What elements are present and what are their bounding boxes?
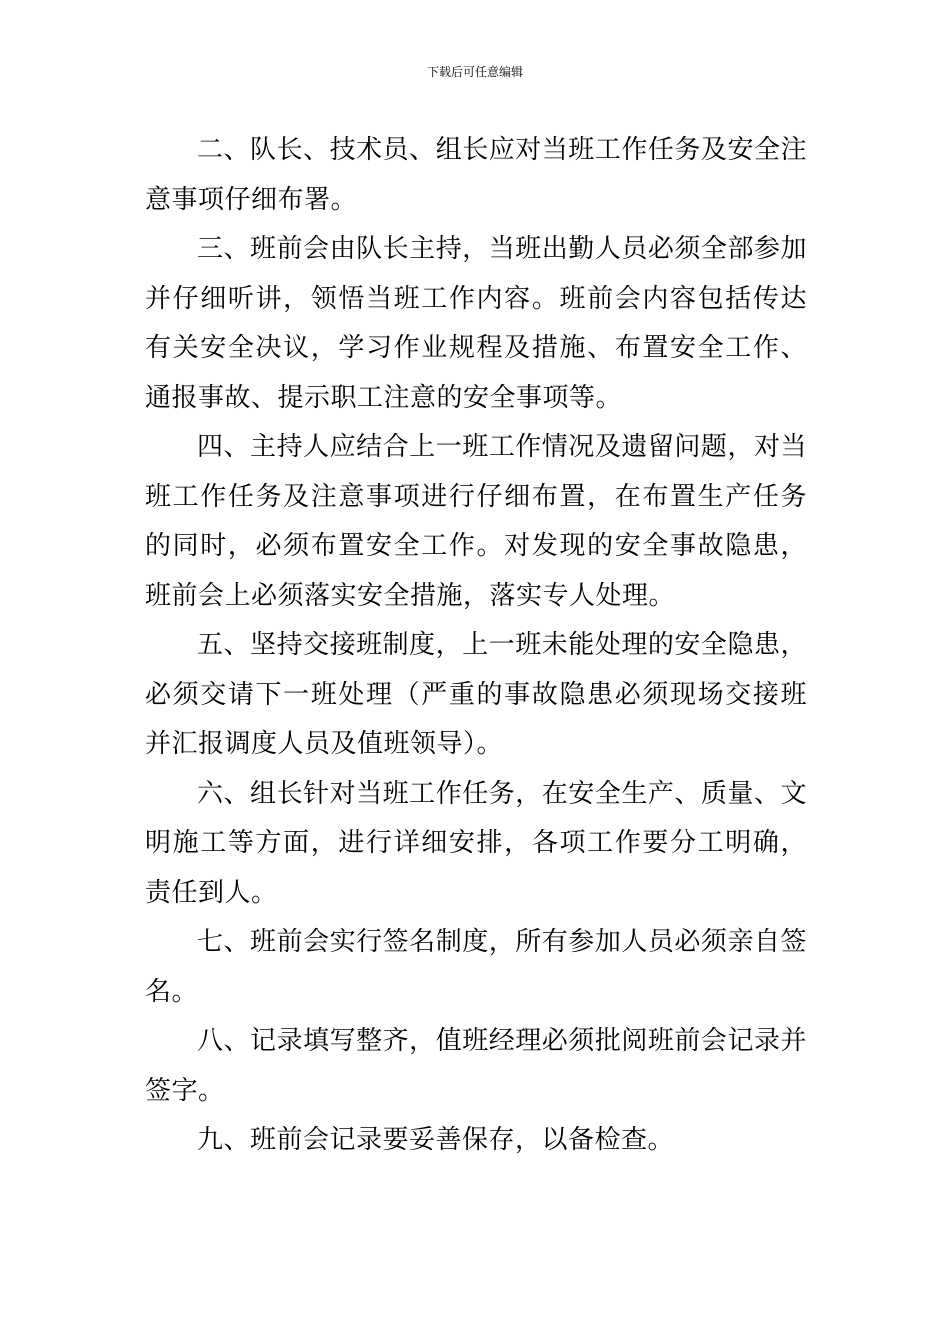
paragraph-9: 九、班前会记录要妥善保存，以备检查。 — [197, 1125, 675, 1155]
page-header: 下载后可任意编辑 — [426, 65, 523, 79]
paragraph-8: 八、记录填写整齐，值班经理必须批阅班前会记录并签字。 — [145, 1026, 807, 1106]
document-body — [145, 126, 807, 1166]
paragraph-6: 六、组长针对当班工作任务，在安全生产、质量、文明施工等方面，进行详细安排，各项工作要分工明确，责任到人。 — [145, 778, 807, 908]
paragraph-4: 四、主持人应结合上一班工作情况及遗留问题，对当班工作任务及注意事项进行仔细布置，在布置生产任务的同时，必须布置安全工作。对发现的安全事故隐患，班前会上必须落实安全措施，落实专人处理。 — [145, 432, 807, 611]
paragraph-7: 七、班前会实行签名制度，所有参加人员必须亲自签名。 — [145, 927, 807, 1007]
paragraph-3: 三、班前会由队长主持，当班出勤人员必须全部参加并仔细听讲，领悟当班工作内容。班前会内容包括传达有关安全决议，学习作业规程及措施、布置安全工作、通报事故、提示职工注意的安全事项等。 — [145, 234, 807, 413]
paragraph-5: 五、坚持交接班制度，上一班未能处理的安全隐患，必须交请下一班处理（严重的事故隐患必须现场交接班并汇报调度人员及值班领导）。 — [145, 630, 807, 759]
paragraph-2: 二、队长、技术员、组长应对当班工作任务及安全注意事项仔细布署。 — [145, 135, 807, 215]
